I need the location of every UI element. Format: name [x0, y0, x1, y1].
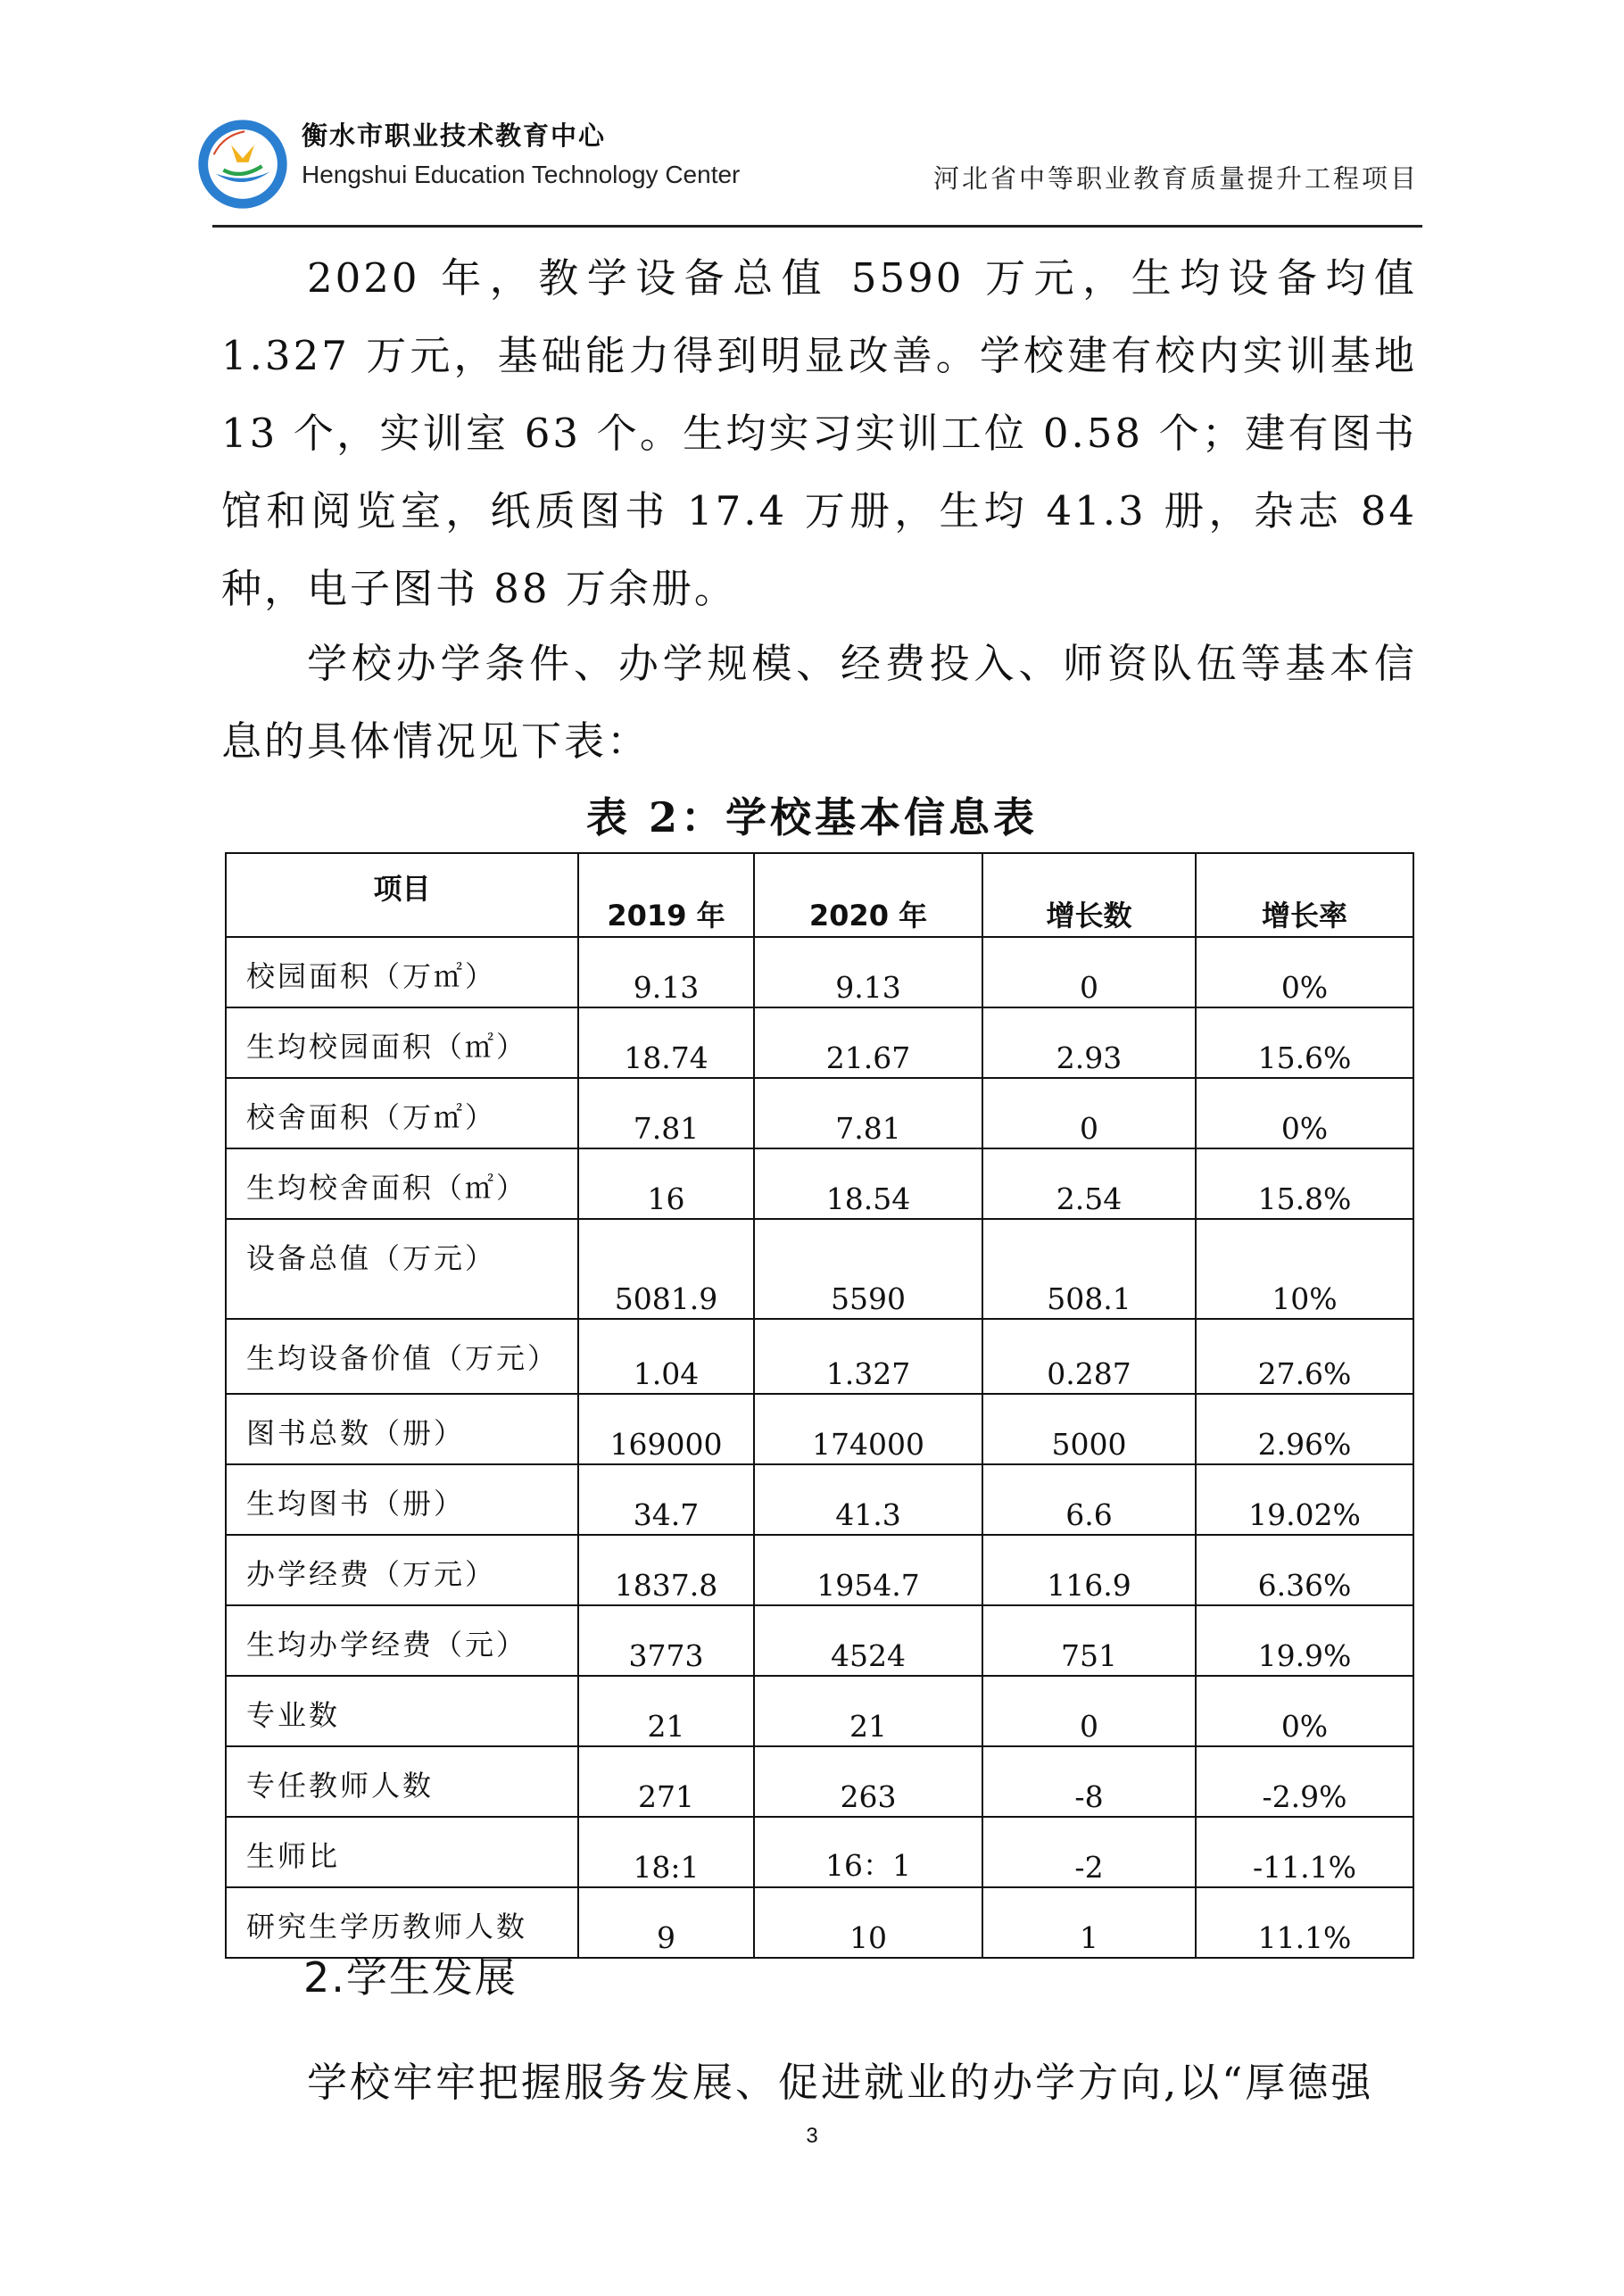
table-row	[226, 1394, 1413, 1464]
table-row	[226, 1078, 1413, 1148]
table-cell: 19.02%	[1196, 1464, 1413, 1535]
header-growth-rate: 增长率	[1196, 853, 1413, 937]
table-cell: 1837.8	[578, 1535, 754, 1605]
table-cell: 18:1	[578, 1817, 754, 1887]
table-cell: 19.9%	[1196, 1605, 1413, 1676]
table-cell: -2	[982, 1817, 1196, 1887]
table-cell: 21	[578, 1676, 754, 1746]
table-cell: 0.287	[982, 1319, 1196, 1394]
row-label: 生均办学经费（元）	[226, 1605, 578, 1676]
org-name-en: Hengshui Education Technology Center	[302, 161, 741, 188]
row-label: 研究生学历教师人数	[226, 1887, 578, 1958]
table-cell: 21	[754, 1676, 982, 1746]
table-row	[226, 1319, 1413, 1394]
table-cell: 169000	[578, 1394, 754, 1464]
table-cell: 2.93	[982, 1007, 1196, 1078]
table-cell: 0	[982, 1676, 1196, 1746]
table-cell: 11.1%	[1196, 1887, 1413, 1958]
table-cell: 16：1	[754, 1817, 982, 1887]
table-cell: 3773	[578, 1605, 754, 1676]
table-cell: 1.04	[578, 1319, 754, 1394]
school-logo	[195, 116, 291, 212]
row-label: 生均图书（册）	[226, 1464, 578, 1535]
table-row	[226, 1746, 1413, 1817]
header-item: 项目	[226, 853, 578, 937]
table-cell: 16	[578, 1148, 754, 1219]
table-cell: 508.1	[982, 1219, 1196, 1319]
row-label: 校园面积（万㎡）	[226, 937, 578, 1007]
header-2020: 2020 年	[754, 853, 982, 937]
table-cell: 7.81	[578, 1078, 754, 1148]
school-info-table	[225, 852, 1414, 1959]
header-2019: 2019 年	[578, 853, 754, 937]
project-title: 河北省中等职业教育质量提升工程项目	[932, 163, 1419, 194]
table-cell: 751	[982, 1605, 1196, 1676]
table-cell: 5590	[754, 1219, 982, 1319]
row-label: 专任教师人数	[226, 1746, 578, 1817]
table-row	[226, 1817, 1413, 1887]
table-row	[226, 1605, 1413, 1676]
table-cell: 18.74	[578, 1007, 754, 1078]
table-cell: 6.36%	[1196, 1535, 1413, 1605]
org-name-cn: 衡水市职业技术教育中心	[302, 120, 607, 151]
row-label: 设备总值（万元）	[226, 1219, 578, 1319]
table-cell: 271	[578, 1746, 754, 1817]
table-cell: 2.54	[982, 1148, 1196, 1219]
table-cell: 5000	[982, 1394, 1196, 1464]
header-growth-count: 增长数	[982, 853, 1196, 937]
row-label: 图书总数（册）	[226, 1394, 578, 1464]
paragraph-intro-table: 学校办学条件、办学规模、经费投入、师资队伍等基本信息的具体情况见下表：	[221, 640, 1417, 765]
table-cell: 0%	[1196, 1676, 1413, 1746]
paragraph-student-development: 学校牢牢把握服务发展、促进就业的办学方向,以“厚德强	[307, 2059, 1374, 2106]
table-cell: 21.67	[754, 1007, 982, 1078]
table-cell: 18.54	[754, 1148, 982, 1219]
row-label: 生均设备价值（万元）	[226, 1319, 578, 1394]
table-cell: 0%	[1196, 937, 1413, 1007]
table-cell: -8	[982, 1746, 1196, 1817]
table-row	[226, 937, 1413, 1007]
table-cell: 6.6	[982, 1464, 1196, 1535]
table-cell: 4524	[754, 1605, 982, 1676]
table-cell: 116.9	[982, 1535, 1196, 1605]
table-cell: 15.8%	[1196, 1148, 1413, 1219]
table-cell: 263	[754, 1746, 982, 1817]
table-row	[226, 1535, 1413, 1605]
table-row	[226, 1219, 1413, 1319]
table-cell: 1.327	[754, 1319, 982, 1394]
table-cell: 1	[982, 1887, 1196, 1958]
table-row	[226, 1464, 1413, 1535]
table-cell: 9	[578, 1887, 754, 1958]
row-label: 专业数	[226, 1676, 578, 1746]
table-cell: 10	[754, 1887, 982, 1958]
table-cell: 41.3	[754, 1464, 982, 1535]
row-label: 生均校舍面积（㎡）	[226, 1148, 578, 1219]
paragraph-equipment: 2020 年，教学设备总值 5590 万元，生均设备均值 1.327 万元，基础能力得到明显改善。学校建有校内实训基地 13 个，实训室 63 个。生均实习实训工位 0.58 个；建有图书馆和阅览室，纸质图书 17.4 万册，生均 41.3 册，杂志 84 种，电子图书 88 万余册。	[221, 254, 1417, 612]
table-row	[226, 1148, 1413, 1219]
table-cell: 15.6%	[1196, 1007, 1413, 1078]
row-label: 校舍面积（万㎡）	[226, 1078, 578, 1148]
row-label: 生师比	[226, 1817, 578, 1887]
table-cell: 9.13	[578, 937, 754, 1007]
table-cell: 9.13	[754, 937, 982, 1007]
table-cell: 0%	[1196, 1078, 1413, 1148]
table-cell: 0	[982, 937, 1196, 1007]
table-cell: 7.81	[754, 1078, 982, 1148]
table-title: 表 2：学校基本信息表	[585, 793, 1039, 841]
table-row	[226, 1676, 1413, 1746]
table-cell: -11.1%	[1196, 1817, 1413, 1887]
table-cell: -2.9%	[1196, 1746, 1413, 1817]
table-cell: 10%	[1196, 1219, 1413, 1319]
table-cell: 5081.9	[578, 1219, 754, 1319]
row-label: 生均校园面积（㎡）	[226, 1007, 578, 1078]
table-cell: 174000	[754, 1394, 982, 1464]
table-cell: 27.6%	[1196, 1319, 1413, 1394]
section-heading: 2.学生发展	[303, 1953, 518, 2002]
table-cell: 0	[982, 1078, 1196, 1148]
row-label: 办学经费（万元）	[226, 1535, 578, 1605]
table-cell: 34.7	[578, 1464, 754, 1535]
table-row	[226, 1007, 1413, 1078]
header-divider	[212, 225, 1422, 228]
page-number: 3	[806, 2124, 818, 2148]
table-cell: 1954.7	[754, 1535, 982, 1605]
table-cell: 2.96%	[1196, 1394, 1413, 1464]
page-header	[0, 0, 1624, 232]
